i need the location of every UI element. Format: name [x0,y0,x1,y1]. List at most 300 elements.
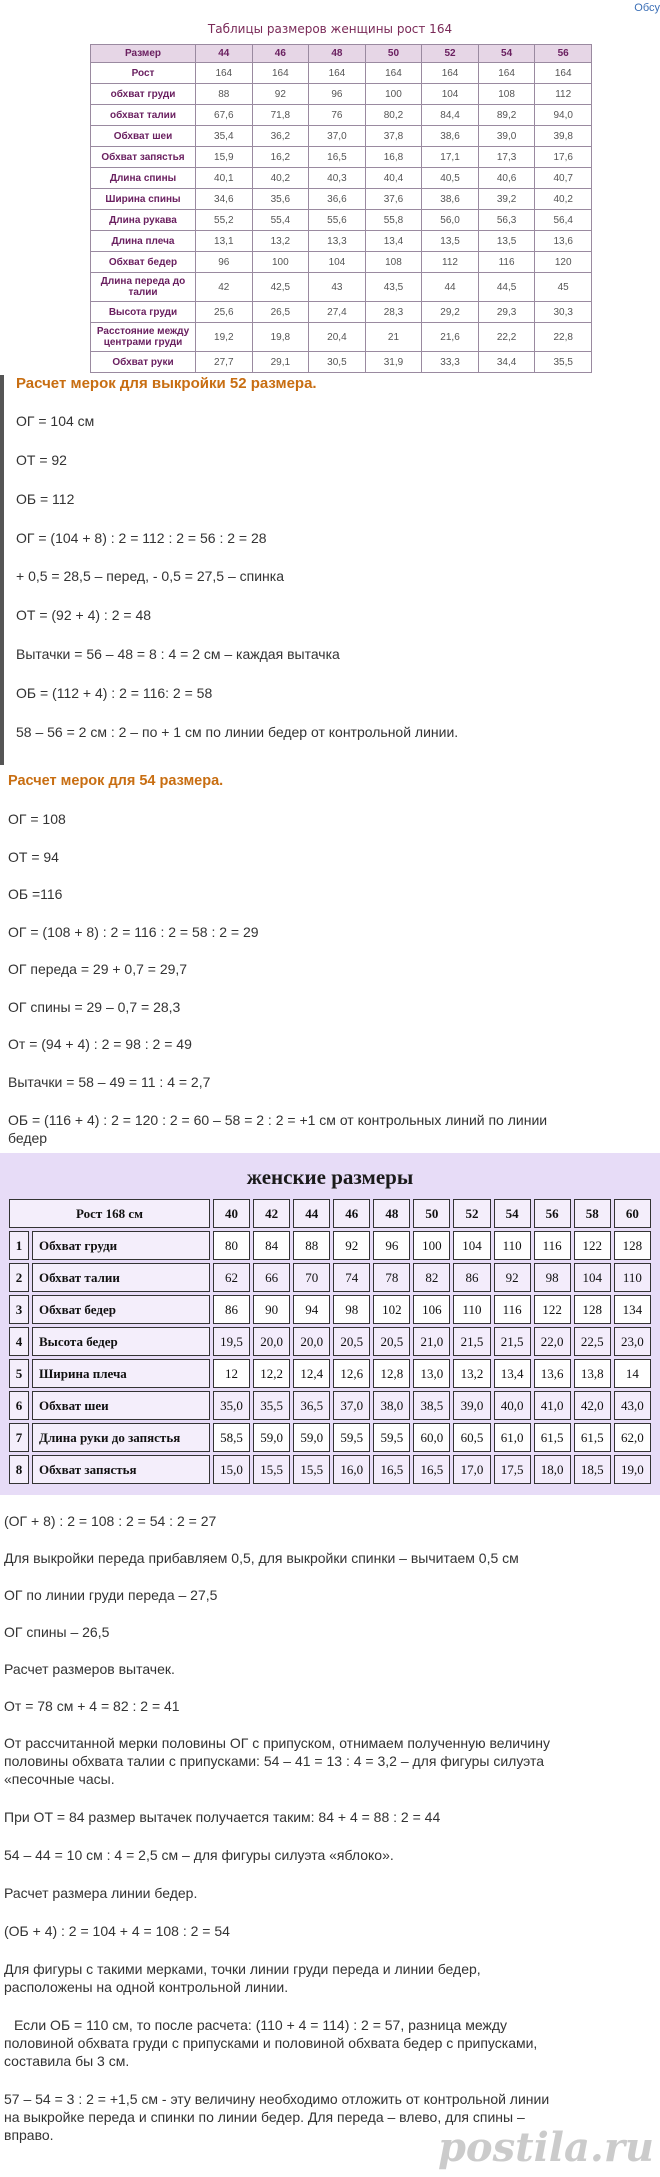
table2-cell: 104 [453,1231,490,1260]
section54-heading: Расчет мерок для 54 размера. [8,773,224,789]
table1-cell: 40,6 [478,168,535,189]
table2-row-label: Обхват запястья [32,1455,210,1484]
table2-row-label: Ширина плеча [32,1359,210,1388]
table2-cell: 61,5 [574,1423,611,1452]
table1-cell: 37,6 [365,189,422,210]
table2-cell: 110 [614,1263,651,1292]
table2-cell: 96 [373,1231,410,1260]
table1-cell: 108 [365,252,422,273]
table1-cell: 55,8 [365,210,422,231]
table2-row-number: 3 [9,1295,29,1324]
section52-line: Вытачки = 56 – 48 = 8 : 4 = 2 см – каждая вытачка [16,646,340,662]
table1-header-size: 48 [309,45,366,63]
table2-header-size: 58 [574,1199,611,1228]
table1-cell: 25,6 [196,302,253,323]
table2-cell: 19,0 [614,1455,651,1484]
table1-header-size: 52 [422,45,479,63]
section52-line: + 0,5 = 28,5 – перед, - 0,5 = 27,5 – спинка [16,568,285,584]
table1-cell: 55,4 [252,210,309,231]
table2-cell: 100 [413,1231,450,1260]
table1-row [91,323,592,352]
table2-cell: 58,5 [213,1423,250,1452]
bottom-line: При ОТ = 84 размер вытачек получается таким: 84 + 4 = 88 : 2 = 44 [4,1809,441,1825]
table1-row [91,273,592,302]
table1-cell: 13,1 [196,231,253,252]
table1-cell: 88 [196,84,253,105]
table2-row-number: 5 [9,1359,29,1388]
section52-line: ОБ = 112 [16,491,75,507]
table1-cell: 71,8 [252,105,309,126]
table2-cell: 23,0 [614,1327,651,1356]
table2-cell: 37,0 [333,1391,370,1420]
table1-cell: 40,1 [196,168,253,189]
bottom-line: половины обхвата талии с припусками: 54 – 41 = 13 : 4 = 3,2 – для фигуры силуэта [4,1753,545,1769]
section54-line: ОБ =116 [8,886,63,902]
table1-row [91,252,592,273]
table1-row-label: Обхват запястья [91,147,196,168]
table2-cell: 84 [253,1231,290,1260]
table1-row [91,210,592,231]
table2-cell: 18,5 [574,1455,611,1484]
table2-cell: 94 [293,1295,330,1324]
table1-cell: 38,6 [422,126,479,147]
bottom-line: Расчет размера линии бедер. [4,1885,198,1901]
table1-cell: 120 [535,252,592,273]
table1-row-label: Высота груди [91,302,196,323]
table1-row [91,84,592,105]
table2-cell: 60,0 [413,1423,450,1452]
table2-cell: 12 [213,1359,250,1388]
table1-cell: 164 [365,63,422,84]
table1-row-label: Рост [91,63,196,84]
table2-cell: 74 [333,1263,370,1292]
table1-row [91,105,592,126]
table1-cell: 92 [252,84,309,105]
table1-row-label: Длина плеча [91,231,196,252]
bottom-line: От = 78 см + 4 = 82 : 2 = 41 [4,1698,180,1714]
bottom-line: расположены на одной контрольной линии. [4,1979,289,1995]
size-table-164 [90,44,592,373]
bottom-line: «песочные часы. [4,1771,115,1787]
table2-cell: 35,0 [213,1391,250,1420]
table2-row [9,1455,651,1484]
table1-cell: 38,6 [422,189,479,210]
top-right-link[interactable]: Обсу [634,2,660,14]
table2-row-label: Обхват шеи [32,1391,210,1420]
table2-cell: 98 [333,1295,370,1324]
table2-cell: 86 [453,1263,490,1292]
table2-cell: 16,5 [413,1455,450,1484]
table1-cell: 26,5 [252,302,309,323]
table2-row [9,1327,651,1356]
section54-line: Вытачки = 58 – 49 = 11 : 4 = 2,7 [8,1074,211,1090]
table2-cell: 38,5 [413,1391,450,1420]
bottom-line: ОГ по линии груди переда – 27,5 [4,1587,218,1603]
table1-cell: 40,3 [309,168,366,189]
table1-cell: 42,5 [252,273,309,302]
table2-header-height: Рост 168 см [9,1199,210,1228]
table1-cell: 164 [196,63,253,84]
section52-line: ОБ = (112 + 4) : 2 = 116: 2 = 58 [16,685,213,701]
table2-cell: 128 [574,1295,611,1324]
table1-cell: 13,3 [309,231,366,252]
table1-cell: 84,4 [422,105,479,126]
section54-line: ОГ переда = 29 + 0,7 = 29,7 [8,961,188,977]
table1-cell: 100 [252,252,309,273]
bottom-line: составила бы 3 см. [4,2053,130,2069]
table1-cell: 19,2 [196,323,253,352]
table1-cell: 34,6 [196,189,253,210]
table1-header-size: 50 [365,45,422,63]
table1-header-size: 54 [478,45,535,63]
table2-cell: 62,0 [614,1423,651,1452]
table1-cell: 40,7 [535,168,592,189]
table2-cell: 13,8 [574,1359,611,1388]
table2-cell: 13,0 [413,1359,450,1388]
table1-cell: 29,1 [252,352,309,373]
table2-header-size: 54 [494,1199,531,1228]
table2-cell: 13,6 [534,1359,571,1388]
table1-row-label: обхват груди [91,84,196,105]
table1-cell: 15,9 [196,147,253,168]
table2-cell: 20,5 [333,1327,370,1356]
table2-cell: 35,5 [253,1391,290,1420]
table2-row-label: Обхват бедер [32,1295,210,1324]
table1-cell: 29,3 [478,302,535,323]
table1-cell: 29,2 [422,302,479,323]
table2-title: женские размеры [246,1165,414,1189]
table2-cell: 17,5 [494,1455,531,1484]
section52-line: 58 – 56 = 2 см : 2 – по + 1 см по линии бедер от контрольной линии. [16,724,459,740]
table1-cell: 96 [196,252,253,273]
table2-row [9,1231,651,1260]
table1-cell: 45 [535,273,592,302]
table1-header-row [91,45,592,63]
table1-row-label: Расстояние между центрами груди [91,323,196,352]
table2-cell: 12,4 [293,1359,330,1388]
section52-line: ОТ = (92 + 4) : 2 = 48 [16,607,152,623]
table2-row [9,1263,651,1292]
table1-cell: 27,4 [309,302,366,323]
section54-line: От = (94 + 4) : 2 = 98 : 2 = 49 [8,1036,192,1052]
table2-cell: 42,0 [574,1391,611,1420]
table2-row-label: Высота бедер [32,1327,210,1356]
bottom-line: вправо. [4,2127,54,2143]
table2-cell: 59,0 [293,1423,330,1452]
bottom-line: От рассчитанной мерки половины ОГ с припуском, отнимаем полученную величину [4,1735,550,1751]
section54-line: ОГ спины = 29 – 0,7 = 28,3 [8,999,181,1015]
table1-cell: 30,5 [309,352,366,373]
table2-row-number: 6 [9,1391,29,1420]
section52-line: ОТ = 92 [16,452,67,468]
table2-cell: 43,0 [614,1391,651,1420]
table2-cell: 16,5 [373,1455,410,1484]
table1-cell: 55,2 [196,210,253,231]
table1-cell: 104 [422,84,479,105]
table1-cell: 35,5 [535,352,592,373]
section54-line: ОТ = 94 [8,849,59,865]
table2-cell: 70 [293,1263,330,1292]
section54-line: бедер [8,1130,48,1146]
table2-cell: 104 [574,1263,611,1292]
table1-cell: 34,4 [478,352,535,373]
table1-cell: 56,3 [478,210,535,231]
table2-cell: 59,5 [333,1423,370,1452]
section52-heading: Расчет мерок для выкройки 52 размера. [16,375,317,392]
table1-row [91,302,592,323]
table1-row [91,168,592,189]
table2-cell: 14 [614,1359,651,1388]
table2-cell: 12,8 [373,1359,410,1388]
table1-cell: 27,7 [196,352,253,373]
table1-cell: 40,4 [365,168,422,189]
table2-cell: 22,0 [534,1327,571,1356]
table1-cell: 17,6 [535,147,592,168]
table2-cell: 88 [293,1231,330,1260]
table2-cell: 61,0 [494,1423,531,1452]
bottom-line: ОГ спины – 26,5 [4,1624,110,1640]
section52-left-bar [0,375,4,765]
table1-row [91,231,592,252]
table1-row-label: обхват талии [91,105,196,126]
table1-cell: 22,2 [478,323,535,352]
table1-cell: 40,2 [535,189,592,210]
table1-cell: 36,6 [309,189,366,210]
table2-row-label: Длина руки до запястья [32,1423,210,1452]
table1-cell: 56,0 [422,210,479,231]
table2-cell: 98 [534,1263,571,1292]
table2-cell: 19,5 [213,1327,250,1356]
bottom-line: Для фигуры с такими мерками, точки линии груди переда и линии бедер, [4,1961,481,1977]
table2-header-size: 52 [453,1199,490,1228]
table1-cell: 39,0 [478,126,535,147]
table1-cell: 13,6 [535,231,592,252]
table1-cell: 164 [478,63,535,84]
table2-cell: 61,5 [534,1423,571,1452]
table1-cell: 22,8 [535,323,592,352]
table2-header-size: 44 [293,1199,330,1228]
table1-cell: 44,5 [478,273,535,302]
table2-header-size: 42 [253,1199,290,1228]
table2-cell: 122 [534,1295,571,1324]
table2-row-number: 2 [9,1263,29,1292]
table1-row-label: Длина рукава [91,210,196,231]
table1-row-label: Обхват шеи [91,126,196,147]
table2-cell: 39,0 [453,1391,490,1420]
table2-row-number: 4 [9,1327,29,1356]
table1-cell: 67,6 [196,105,253,126]
table2-cell: 116 [534,1231,571,1260]
table1-cell: 28,3 [365,302,422,323]
bottom-line: (ОГ + 8) : 2 = 108 : 2 = 54 : 2 = 27 [4,1513,217,1529]
table2-row [9,1391,651,1420]
table1-cell: 164 [422,63,479,84]
table2-cell: 106 [413,1295,450,1324]
table2-cell: 40,0 [494,1391,531,1420]
table1-cell: 80,2 [365,105,422,126]
table2-cell: 38,0 [373,1391,410,1420]
table2-cell: 116 [494,1295,531,1324]
table2-cell: 62 [213,1263,250,1292]
table1-title: Таблицы размеров женщины рост 164 [207,22,453,36]
table1-cell: 96 [309,84,366,105]
section54-line: ОГ = (108 + 8) : 2 = 116 : 2 = 58 : 2 = 29 [8,924,259,940]
table2-cell: 78 [373,1263,410,1292]
table1-cell: 21,6 [422,323,479,352]
table2-header-row [9,1199,651,1228]
table1-cell: 13,2 [252,231,309,252]
table2-cell: 41,0 [534,1391,571,1420]
table2-cell: 92 [494,1263,531,1292]
table2-cell: 90 [253,1295,290,1324]
table2-cell: 21,5 [494,1327,531,1356]
table1-row-label: Обхват руки [91,352,196,373]
table2-cell: 12,6 [333,1359,370,1388]
table1-cell: 43,5 [365,273,422,302]
table1-cell: 104 [309,252,366,273]
table1-cell: 112 [535,84,592,105]
table1-cell: 17,3 [478,147,535,168]
table1-cell: 35,4 [196,126,253,147]
table2-cell: 110 [494,1231,531,1260]
bottom-line: 57 – 54 = 3 : 2 = +1,5 см - эту величину необходимо отложить от контрольной линии [4,2091,550,2107]
table1-cell: 16,8 [365,147,422,168]
table2-cell: 59,0 [253,1423,290,1452]
table1-cell: 108 [478,84,535,105]
table1-cell: 13,4 [365,231,422,252]
table1-cell: 94,0 [535,105,592,126]
table1-cell: 112 [422,252,479,273]
section54-line: ОГ = 108 [8,811,66,827]
table1-row [91,126,592,147]
table2-header-size: 48 [373,1199,410,1228]
table2-cell: 102 [373,1295,410,1324]
table1-cell: 55,6 [309,210,366,231]
bottom-line: Для выкройки переда прибавляем 0,5, для выкройки спинки – вычитаем 0,5 см [4,1550,519,1566]
table1-row-label: Длина переда до талии [91,273,196,302]
table1-cell: 89,2 [478,105,535,126]
table2-header-size: 50 [413,1199,450,1228]
table2-cell: 15,5 [293,1455,330,1484]
table1-cell: 30,3 [535,302,592,323]
table1-cell: 44 [422,273,479,302]
table2-cell: 86 [213,1295,250,1324]
table1-cell: 31,9 [365,352,422,373]
table2-cell: 110 [453,1295,490,1324]
table2-cell: 21,5 [453,1327,490,1356]
table1-cell: 19,8 [252,323,309,352]
table2-cell: 122 [574,1231,611,1260]
table2-cell: 15,5 [253,1455,290,1484]
bottom-line: 54 – 44 = 10 см : 4 = 2,5 см – для фигуры силуэта «яблоко». [4,1847,394,1863]
table1-cell: 164 [252,63,309,84]
table2-row-label: Обхват груди [32,1231,210,1260]
table2-cell: 36,5 [293,1391,330,1420]
table1-cell: 40,5 [422,168,479,189]
table2-header-size: 56 [534,1199,571,1228]
table1-cell: 37,8 [365,126,422,147]
table1-cell: 43 [309,273,366,302]
table1-cell: 20,4 [309,323,366,352]
table2-cell: 20,0 [293,1327,330,1356]
table1-row [91,352,592,373]
womens-sizes-panel [0,1153,660,1495]
table1-row [91,189,592,210]
table2-cell: 13,2 [453,1359,490,1388]
table1-cell: 37,0 [309,126,366,147]
table1-cell: 40,2 [252,168,309,189]
table1-header-size-label: Размер [91,45,196,63]
table1-cell: 100 [365,84,422,105]
table2-row [9,1359,651,1388]
section52-line: ОГ = 104 см [16,413,95,429]
table2-header-size: 46 [333,1199,370,1228]
table1-row-label: Обхват бедер [91,252,196,273]
table2-header-size: 60 [614,1199,651,1228]
table1-header-size: 44 [196,45,253,63]
bottom-line: Расчет размеров вытачек. [4,1661,175,1677]
table2-row-number: 1 [9,1231,29,1260]
table1-cell: 56,4 [535,210,592,231]
table1-row-label: Длина спины [91,168,196,189]
table1-cell: 39,8 [535,126,592,147]
table1-cell: 16,5 [309,147,366,168]
table2-cell: 92 [333,1231,370,1260]
table1-row [91,63,592,84]
table1-cell: 39,2 [478,189,535,210]
table2-cell: 80 [213,1231,250,1260]
table1-cell: 13,5 [478,231,535,252]
table2-cell: 17,0 [453,1455,490,1484]
table2-cell: 20,5 [373,1327,410,1356]
bottom-line: (ОБ + 4) : 2 = 104 + 4 = 108 : 2 = 54 [4,1923,230,1939]
table2-cell: 60,5 [453,1423,490,1452]
table2-row [9,1423,651,1452]
table2-cell: 59,5 [373,1423,410,1452]
table2-row-number: 8 [9,1455,29,1484]
table1-cell: 36,2 [252,126,309,147]
bottom-line: половиной обхвата груди с припусками и половиной обхвата бедер с припусками, [4,2035,538,2051]
table1-cell: 21 [365,323,422,352]
table2-row-label: Обхват талии [32,1263,210,1292]
table1-header-size: 56 [535,45,592,63]
table2-cell: 134 [614,1295,651,1324]
table1-header-size: 46 [252,45,309,63]
table1-cell: 164 [309,63,366,84]
table2-row [9,1295,651,1324]
bottom-line: на выкройке переда и спинки по линии бедер. Для переда – влево, для спины – [4,2109,525,2125]
table2-cell: 21,0 [413,1327,450,1356]
table1-cell: 164 [535,63,592,84]
table2-cell: 12,2 [253,1359,290,1388]
section54-line: ОБ = (116 + 4) : 2 = 120 : 2 = 60 – 58 = 2 : 2 = +1 см от контрольных линий по линии [8,1112,548,1128]
table1-cell: 13,5 [422,231,479,252]
table2-header-size: 40 [213,1199,250,1228]
table1-row-label: Ширина спины [91,189,196,210]
table2-cell: 18,0 [534,1455,571,1484]
size-table-168 [6,1196,654,1487]
table1-cell: 116 [478,252,535,273]
section52-line: ОГ = (104 + 8) : 2 = 112 : 2 = 56 : 2 = 28 [16,530,267,546]
table1-cell: 17,1 [422,147,479,168]
table1-cell: 33,3 [422,352,479,373]
table2-cell: 13,4 [494,1359,531,1388]
table1-cell: 76 [309,105,366,126]
table1-cell: 35,6 [252,189,309,210]
table2-cell: 82 [413,1263,450,1292]
table1-cell: 42 [196,273,253,302]
table2-cell: 15,0 [213,1455,250,1484]
